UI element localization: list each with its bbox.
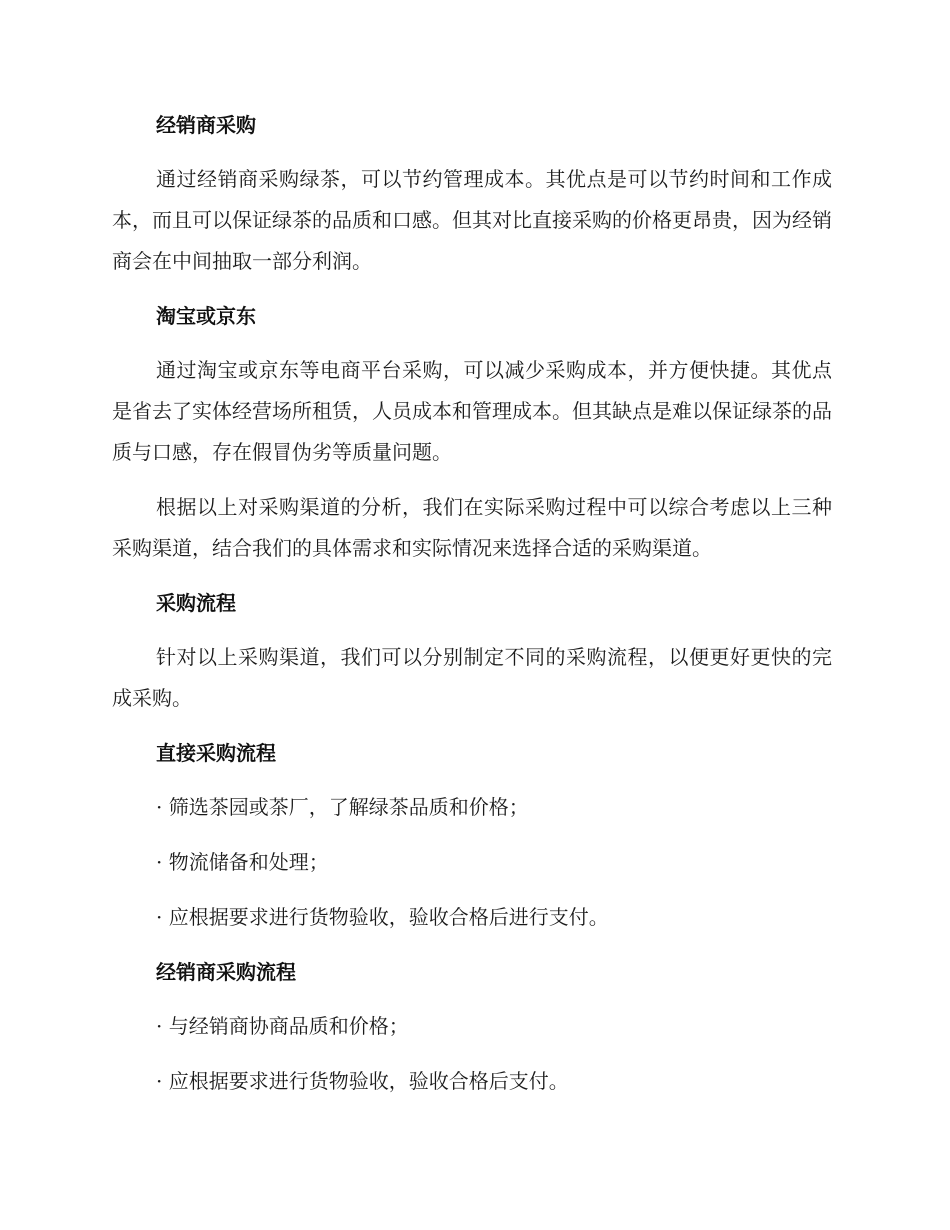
bullet-item: · 物流储备和处理；	[156, 850, 329, 874]
paragraph: 根据以上对采购渠道的分析，我们在实际采购过程中可以综合考虑以上三种采购渠道，结合我们的具体需求和实际情况来选择合适的采购渠道。	[112, 495, 832, 560]
bullet-item: · 应根据要求进行货物验收，验收合格后进行支付。	[156, 905, 609, 929]
section-heading: 经销商采购	[156, 113, 256, 137]
section-heading: 直接采购流程	[156, 741, 276, 765]
section-heading: 经销商采购流程	[156, 960, 296, 984]
bullet-item: · 应根据要求进行货物验收，验收合格后支付。	[156, 1069, 569, 1093]
paragraph: 通过经销商采购绿茶，可以节约管理成本。其优点是可以节约时间和工作成本，而且可以保证绿茶的品质和口感。但其对比直接采购的价格更昂贵，因为经销商会在中间抽取一部分利润。	[112, 167, 832, 273]
paragraph: 针对以上采购渠道，我们可以分别制定不同的采购流程，以便更好更快的完成采购。	[112, 645, 832, 710]
bullet-item: · 与经销商协商品质和价格；	[156, 1014, 409, 1038]
section-heading: 淘宝或京东	[156, 304, 256, 328]
paragraph: 通过淘宝或京东等电商平台采购，可以减少采购成本，并方便快捷。其优点是省去了实体经营场所租赁，人员成本和管理成本。但其缺点是难以保证绿茶的品质与口感，存在假冒伪劣等质量问题。	[112, 358, 832, 464]
bullet-item: · 筛选茶园或茶厂，了解绿茶品质和价格；	[156, 795, 529, 819]
document-page	[112, 105, 832, 1116]
section-heading: 采购流程	[156, 591, 236, 615]
